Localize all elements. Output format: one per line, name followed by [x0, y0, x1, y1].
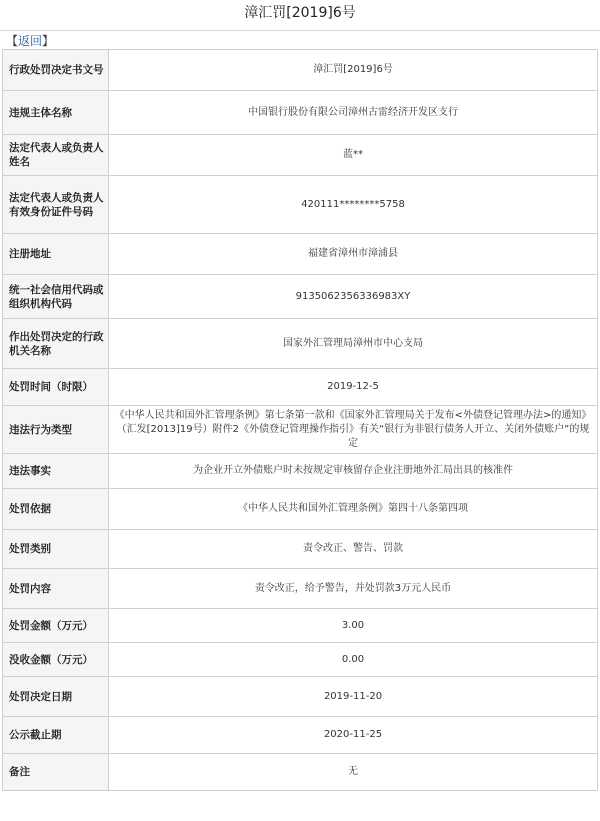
back-link-wrapper[interactable]: 【返回】 [6, 34, 55, 48]
field-value: 蓝** [109, 135, 598, 176]
field-value: 0.00 [109, 643, 598, 677]
table-row [3, 406, 598, 454]
field-value: 无 [109, 754, 598, 791]
field-label: 作出处罚决定的行政机关名称 [3, 319, 109, 369]
field-value: 责令改正，给予警告，并处罚款3万元人民币 [109, 569, 598, 609]
table-row [3, 454, 598, 489]
table-row [3, 569, 598, 609]
field-value: 420111********5758 [109, 176, 598, 234]
field-value: 责令改正、警告、罚款 [109, 530, 598, 569]
table-row [3, 489, 598, 530]
table-row [3, 176, 598, 234]
field-value: 福建省漳州市漳浦县 [109, 234, 598, 275]
field-label: 处罚决定日期 [3, 677, 109, 717]
field-label: 公示截止期 [3, 717, 109, 754]
field-label: 处罚依据 [3, 489, 109, 530]
title-divider [0, 30, 600, 31]
field-label: 违法行为类型 [3, 406, 109, 454]
field-label: 法定代表人或负责人有效身份证件号码 [3, 176, 109, 234]
field-label: 注册地址 [3, 234, 109, 275]
table-row [3, 91, 598, 135]
table-row [3, 754, 598, 791]
field-label: 备注 [3, 754, 109, 791]
table-row [3, 50, 598, 91]
table-row [3, 717, 598, 754]
field-value: 2019-12-5 [109, 369, 598, 406]
field-value: 为企业开立外债账户时未按规定审核留存企业注册地外汇局出具的核准件 [109, 454, 598, 489]
field-value: 《中华人民共和国外汇管理条例》第四十八条第四项 [109, 489, 598, 530]
field-value: 2019-11-20 [109, 677, 598, 717]
field-value: 漳汇罚[2019]6号 [109, 50, 598, 91]
table-row [3, 319, 598, 369]
field-label: 处罚类别 [3, 530, 109, 569]
field-label: 处罚时间（时限） [3, 369, 109, 406]
field-label: 法定代表人或负责人姓名 [3, 135, 109, 176]
field-value: 3.00 [109, 609, 598, 643]
table-row [3, 135, 598, 176]
page-title: 漳汇罚[2019]6号 [244, 5, 356, 21]
penalty-info-table [2, 49, 598, 791]
field-value: 中国银行股份有限公司漳州古雷经济开发区支行 [109, 91, 598, 135]
field-value: 国家外汇管理局漳州市中心支局 [109, 319, 598, 369]
table-row [3, 643, 598, 677]
field-label: 违法事实 [3, 454, 109, 489]
table-row [3, 275, 598, 319]
field-label: 行政处罚决定书文号 [3, 50, 109, 91]
field-label: 违规主体名称 [3, 91, 109, 135]
table-row [3, 234, 598, 275]
table-row [3, 677, 598, 717]
field-value: 《中华人民共和国外汇管理条例》第七条第一款和《国家外汇管理局关于发布<外债登记管理办法>的通知》（汇发[2013]19号）附件2《外债登记管理操作指引》有关“银行为非银行债务人开立、关闭外债账户”的规定 [109, 406, 598, 454]
table-row [3, 369, 598, 406]
table-row [3, 530, 598, 569]
back-link[interactable]: 返回 [18, 34, 43, 48]
field-label: 处罚内容 [3, 569, 109, 609]
field-value: 9135062356336983XY [109, 275, 598, 319]
field-label: 统一社会信用代码或组织机构代码 [3, 275, 109, 319]
table-row [3, 609, 598, 643]
field-label: 处罚金额（万元） [3, 609, 109, 643]
field-value: 2020-11-25 [109, 717, 598, 754]
field-label: 没收金额（万元） [3, 643, 109, 677]
